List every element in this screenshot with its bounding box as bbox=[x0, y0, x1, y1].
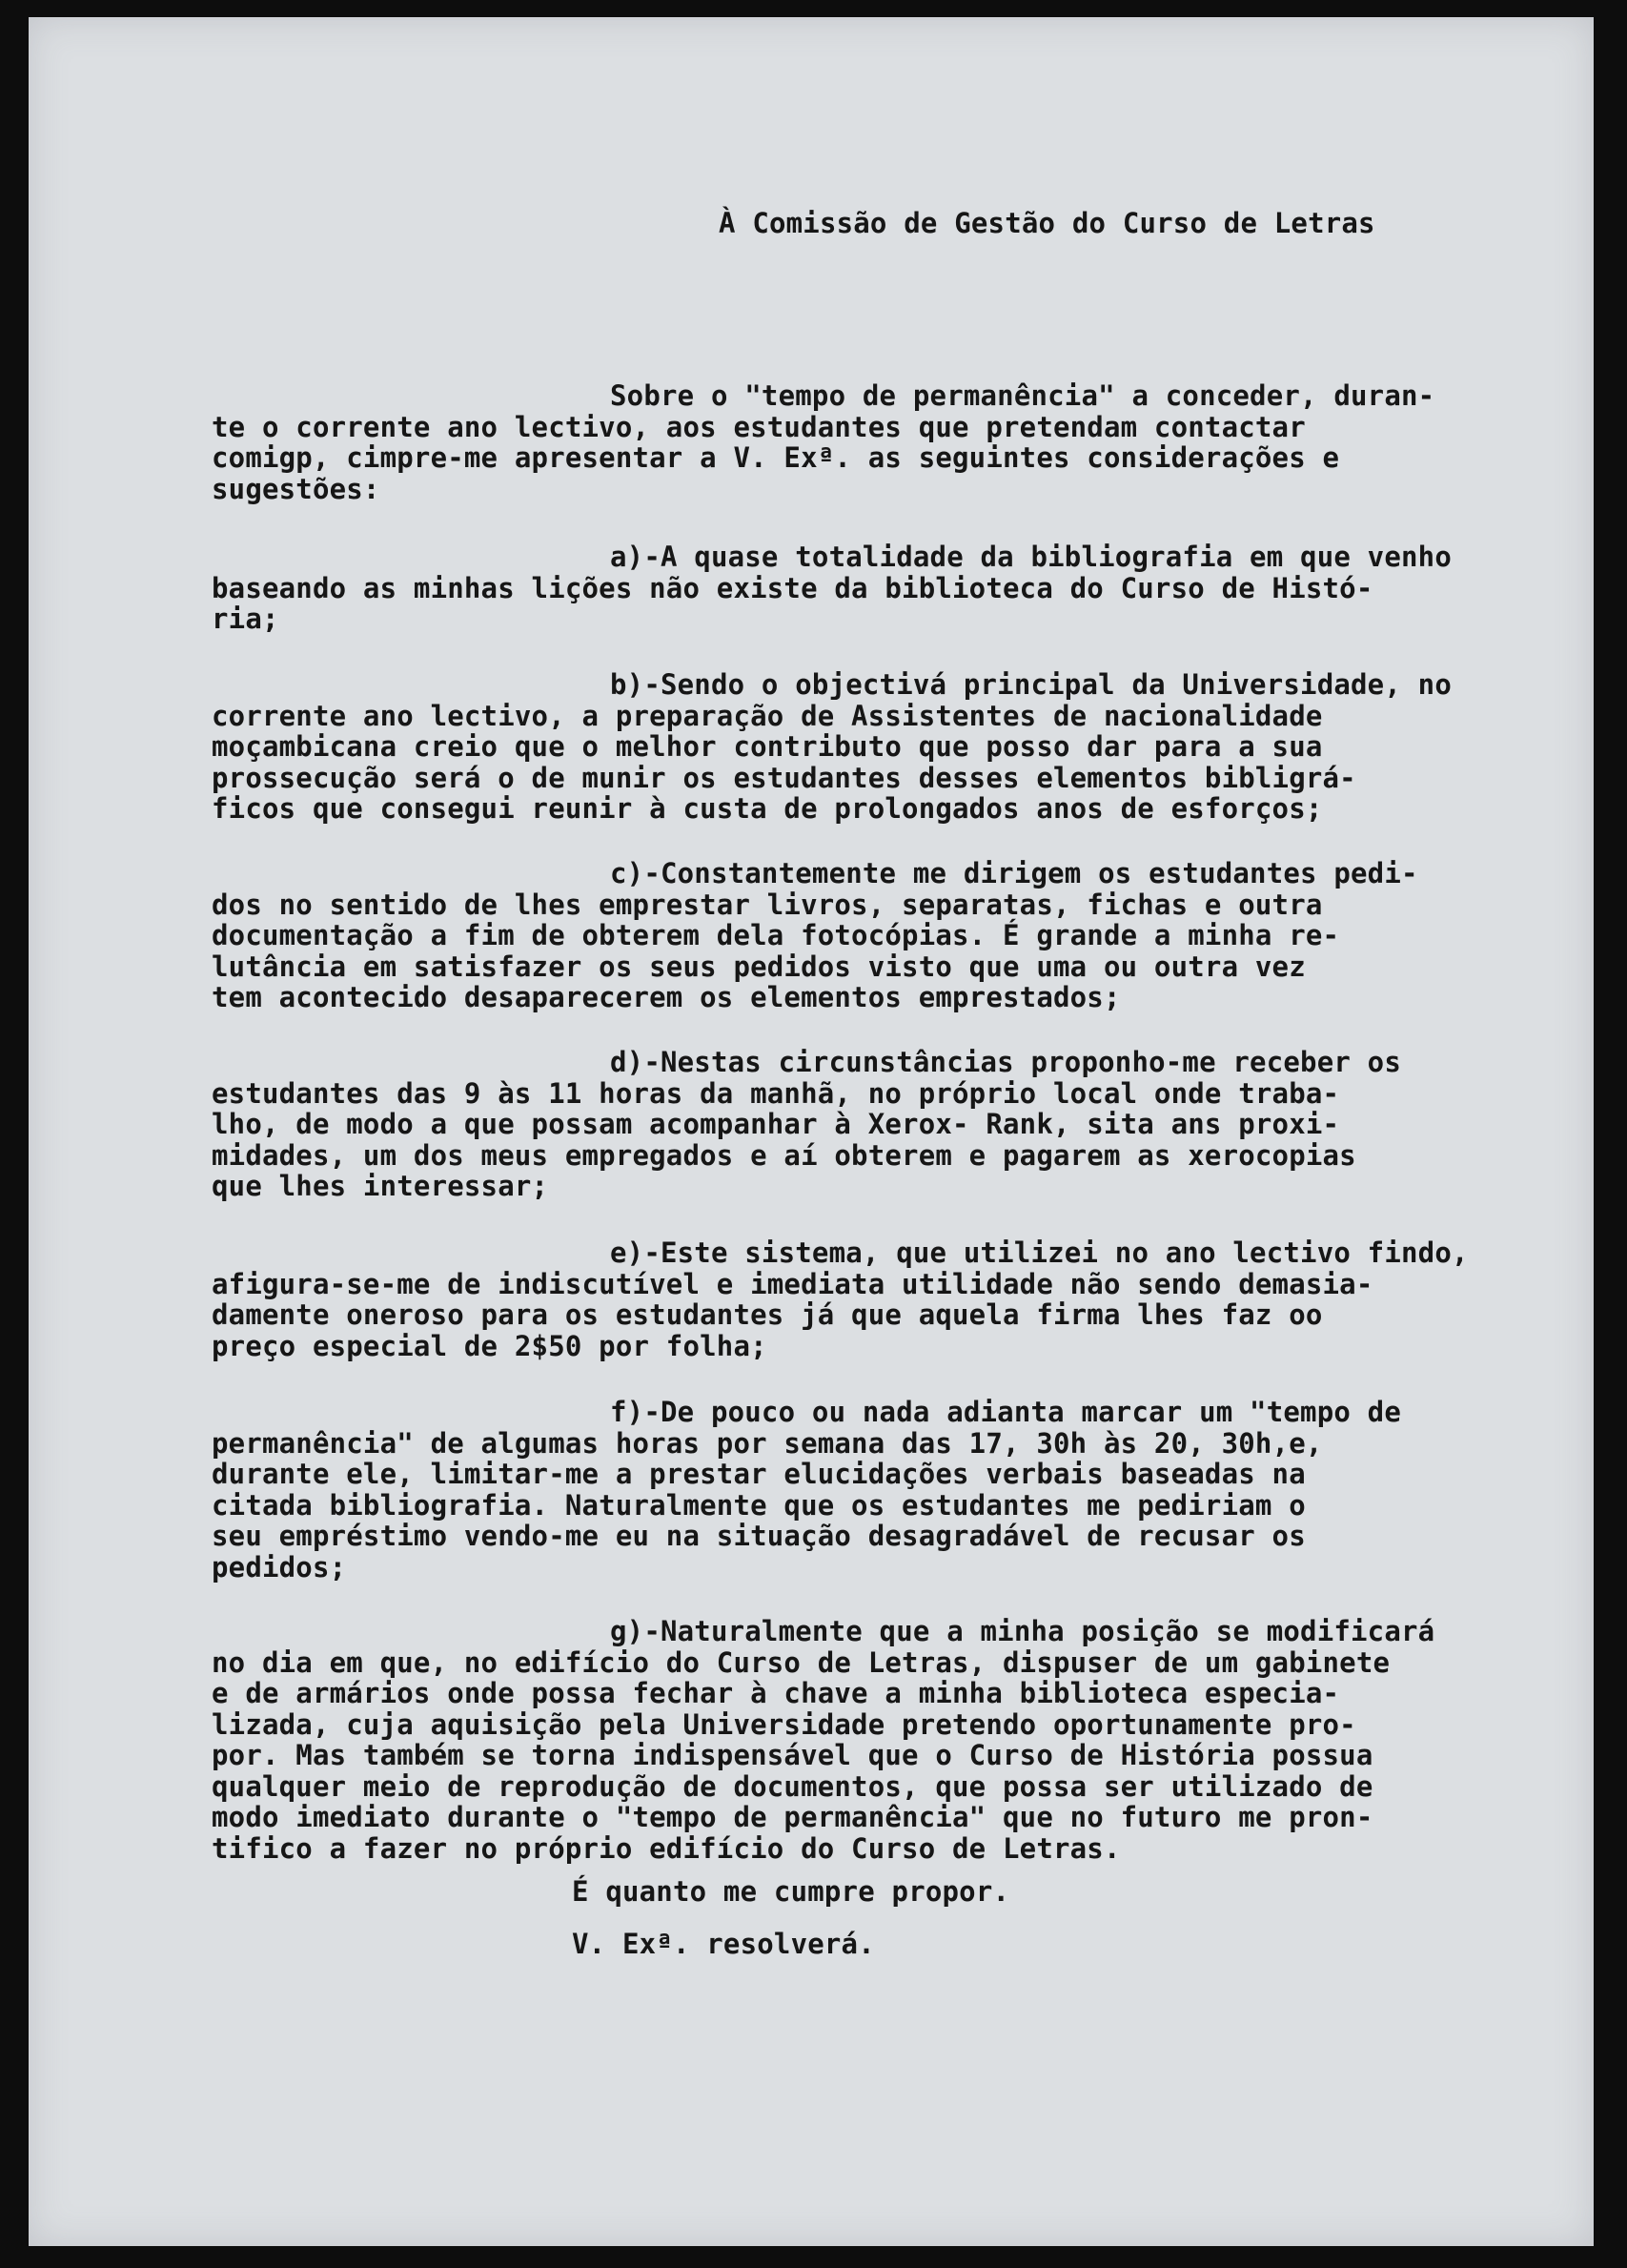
text-line: citada bibliografia. Naturalmente que os estudantes me pediriam o bbox=[212, 1488, 1306, 1522]
text-line: b)-Sendo o objectivá principal da Universidade, no bbox=[610, 668, 1452, 701]
text-line: midades, um dos meus empregados e aí obterem e pagarem as xerocopias bbox=[212, 1138, 1356, 1172]
closing-line: É quanto me cumpre propor. bbox=[572, 1875, 1010, 1908]
document-page bbox=[29, 17, 1594, 2246]
text-line: tifico a fazer no próprio edifício do Curso de Letras. bbox=[212, 1831, 1121, 1865]
paragraph-intro bbox=[212, 380, 1584, 504]
text-line: tem acontecido desaparecerem os elementos emprestados; bbox=[212, 981, 1121, 1013]
text-line: afigura-se-me de indiscutível e imediata utilidade não sendo demasia- bbox=[212, 1267, 1373, 1300]
text-line: sugestões: bbox=[212, 472, 380, 505]
text-line: documentação a fim de obterem dela fotocópias. É grande a minha re- bbox=[212, 919, 1340, 951]
text-line: ria; bbox=[212, 603, 279, 635]
text-line: qualquer meio de reprodução de documentos, que possa ser utilizado de bbox=[212, 1769, 1373, 1803]
text-line: corrente ano lectivo, a preparação de Assistentes de nacionalidade bbox=[212, 699, 1323, 732]
text-line: moçambicana creio que o melhor contributo que posso dar para a sua bbox=[212, 730, 1323, 763]
text-line: durante ele, limitar-me a prestar elucidações verbais baseadas na bbox=[212, 1458, 1306, 1490]
text-line: c)-Constantemente me dirigem os estudantes pedi- bbox=[610, 857, 1418, 889]
text-line: e de armários onde possa fechar à chave a minha biblioteca especia- bbox=[212, 1677, 1340, 1709]
paragraph-a bbox=[212, 541, 1584, 635]
text-line: d)-Nestas circunstâncias proponho-me receber os bbox=[610, 1046, 1401, 1078]
text-line: Sobre o "tempo de permanência" a conceder, duran- bbox=[610, 379, 1435, 412]
text-line: permanência" de algumas horas por semana das 17, 30h às 20, 30h,e, bbox=[212, 1426, 1323, 1460]
text-line: por. Mas também se torna indispensável que o Curso de História possua bbox=[212, 1739, 1373, 1771]
text-line: comigp, cimpre-me apresentar a V. Exª. as seguintes considerações e bbox=[212, 441, 1340, 474]
text-line: damente oneroso para os estudantes já que aquela firma lhes faz oo bbox=[212, 1298, 1323, 1331]
text-line: preço especial de 2$50 por folha; bbox=[212, 1329, 767, 1362]
text-line: lutância em satisfazer os seus pedidos visto que uma ou outra vez bbox=[212, 950, 1306, 983]
text-line: lizada, cuja aquisição pela Universidade pretendo oportunamente pro- bbox=[212, 1707, 1356, 1741]
text-line: te o corrente ano lectivo, aos estudantes que pretendam contactar bbox=[212, 410, 1306, 443]
text-line: dos no sentido de lhes emprestar livros, separatas, fichas e outra bbox=[212, 888, 1323, 921]
paragraph-f bbox=[212, 1397, 1584, 1583]
paragraph-e bbox=[212, 1237, 1584, 1361]
text-line: seu empréstimo vendo-me eu na situação desagradável de recusar os bbox=[212, 1520, 1306, 1552]
text-line: lho, de modo a que possam acompanhar à Xerox- Rank, sita ans proxi- bbox=[212, 1108, 1340, 1140]
text-line: f)-De pouco ou nada adianta marcar um "tempo de bbox=[610, 1396, 1401, 1428]
text-line: ficos que consegui reunir à custa de prolongados anos de esforços; bbox=[212, 792, 1323, 825]
paragraph-c bbox=[212, 858, 1584, 1013]
text-line: g)-Naturalmente que a minha posição se modificará bbox=[610, 1615, 1435, 1647]
paragraph-g bbox=[212, 1616, 1584, 1864]
paragraph-d bbox=[212, 1047, 1584, 1202]
text-line: a)-A quase totalidade da bibliografia em que venho bbox=[610, 541, 1452, 573]
text-line: prossecução será o de munir os estudantes desses elementos bibligrá- bbox=[212, 761, 1356, 794]
text-line: no dia em que, no edifício do Curso de Letras, dispuser de um gabinete bbox=[212, 1645, 1391, 1679]
closing-line: V. Exª. resolverá. bbox=[572, 1928, 875, 1960]
text-line: que lhes interessar; bbox=[212, 1170, 549, 1202]
text-line: pedidos; bbox=[212, 1550, 347, 1584]
text-line: baseando as minhas lições não existe da biblioteca do Curso de Histó- bbox=[212, 571, 1373, 604]
text-line: estudantes das 9 às 11 horas da manhã, no próprio local onde traba- bbox=[212, 1076, 1340, 1110]
paragraph-b bbox=[212, 669, 1584, 825]
addressee-line: À Comissão de Gestão do Curso de Letras bbox=[719, 207, 1375, 239]
text-line: e)-Este sistema, que utilizei no ano lectivo findo, bbox=[610, 1236, 1469, 1269]
text-line: modo imediato durante o "tempo de permanência" que no futuro me pron- bbox=[212, 1801, 1373, 1833]
